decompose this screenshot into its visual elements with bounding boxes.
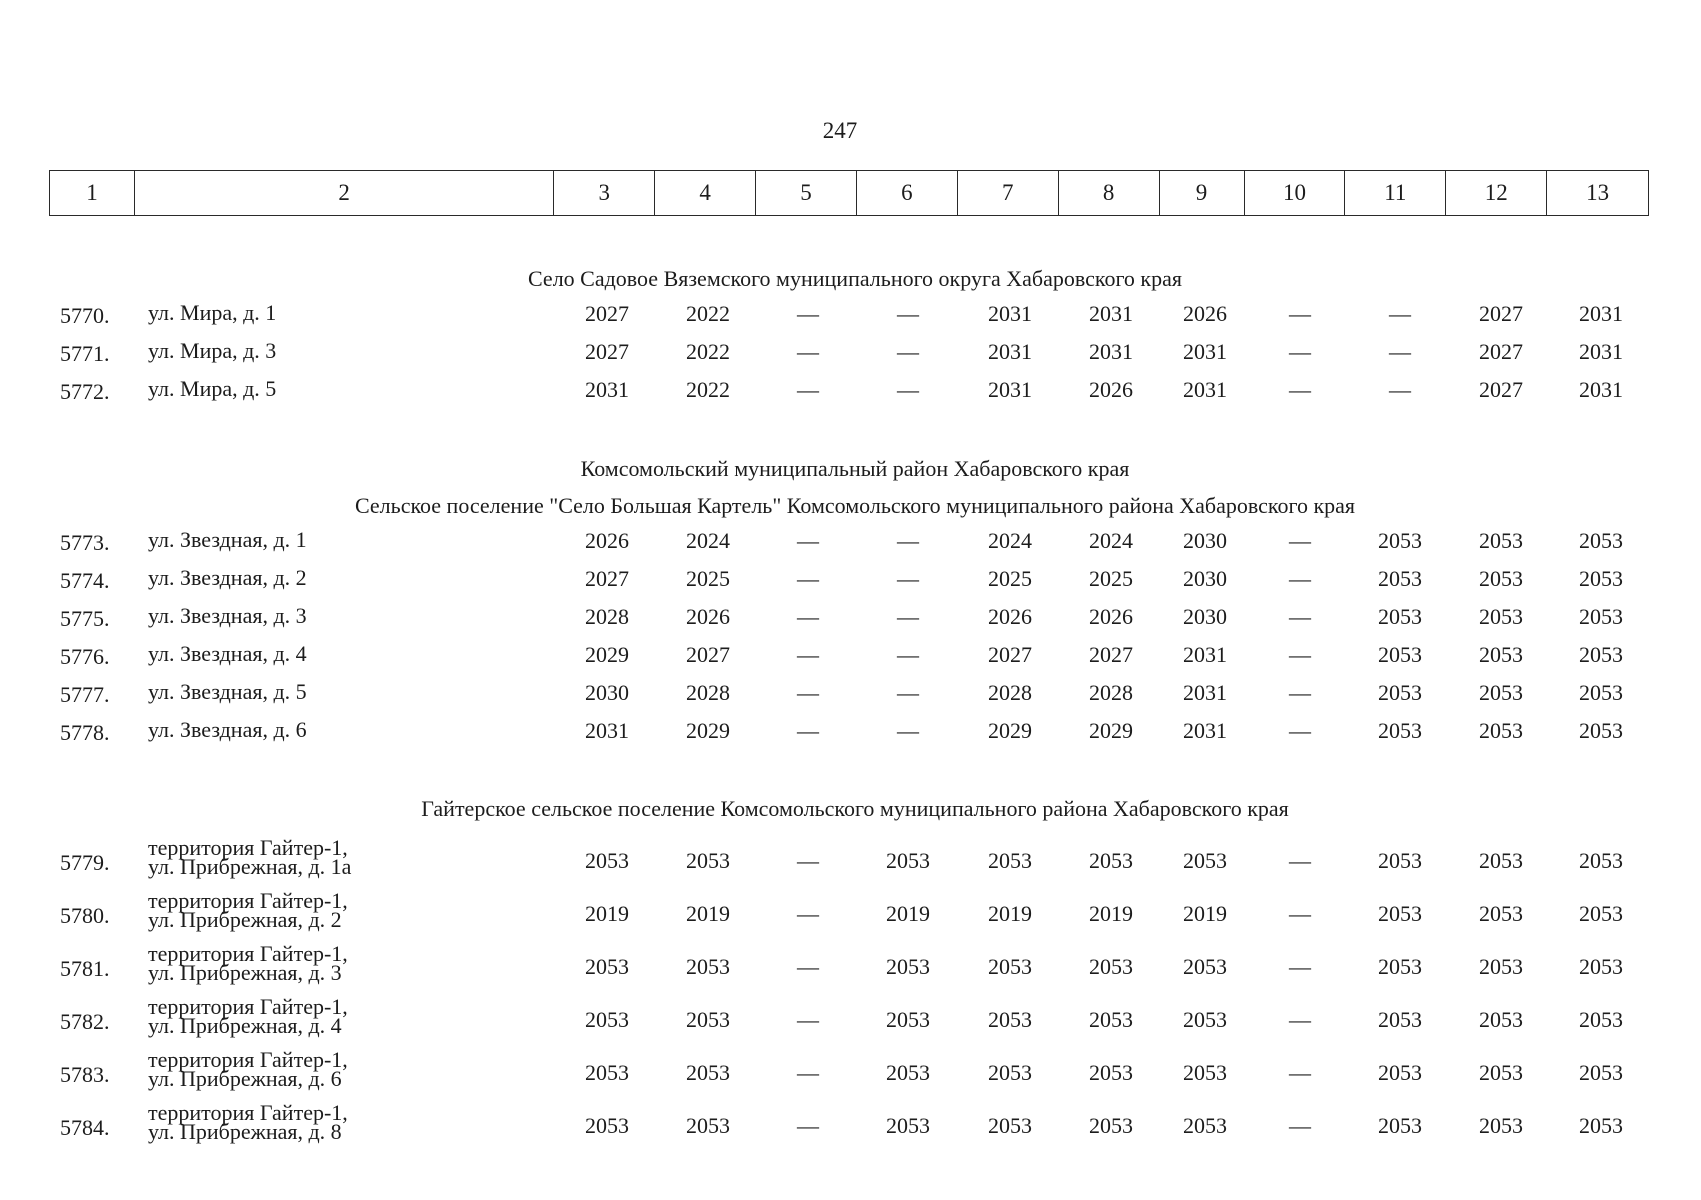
cell-col-6: — [897, 528, 919, 553]
cell-col-3: 2027 [585, 301, 629, 326]
cell-col-8: 2024 [1089, 528, 1133, 553]
cell-col-10: — [1289, 718, 1311, 743]
cell-col-5: — [797, 718, 819, 743]
cell-col-7: 2031 [988, 301, 1032, 326]
column-header-7: 7 [958, 171, 1059, 215]
cell-col-3: 2053 [585, 1113, 629, 1138]
cell-col-8: 2028 [1089, 680, 1133, 705]
cell-col-4: 2053 [686, 954, 730, 979]
cell-col-8: 2053 [1089, 1113, 1133, 1138]
table-row [0, 300, 1701, 343]
cell-col-6: — [897, 680, 919, 705]
cell-col-13: 2053 [1579, 528, 1623, 553]
cell-col-3: 2030 [585, 680, 629, 705]
address-line: ул. Звездная, д. 5 [148, 679, 307, 704]
cell-col-11: 2053 [1378, 528, 1422, 553]
cell-col-9: 2053 [1183, 954, 1227, 979]
cell-col-9: 2030 [1183, 528, 1227, 553]
cell-col-10: — [1289, 642, 1311, 667]
cell-col-10: — [1289, 1007, 1311, 1032]
cell-col-3: 2053 [585, 1007, 629, 1032]
row-address [148, 565, 307, 590]
cell-col-11: — [1389, 339, 1411, 364]
row-number: 5771. [60, 341, 110, 366]
row-address [148, 835, 352, 879]
cell-col-7: 2053 [988, 1007, 1032, 1032]
address-line: территория Гайтер-1, [148, 994, 348, 1019]
cell-col-6: 2053 [886, 1060, 930, 1085]
column-header-5: 5 [756, 171, 857, 215]
cell-col-12: 2053 [1479, 566, 1523, 591]
cell-col-5: — [797, 377, 819, 402]
row-number: 5775. [60, 606, 110, 631]
cell-col-12: 2053 [1479, 848, 1523, 873]
page-number: 247 [822, 118, 858, 143]
column-header-12: 12 [1446, 171, 1547, 215]
row-number: 5778. [60, 720, 110, 745]
row-address [148, 717, 307, 742]
cell-col-11: 2053 [1378, 901, 1422, 926]
cell-col-12: 2027 [1479, 301, 1523, 326]
cell-col-6: — [897, 301, 919, 326]
cell-col-12: 2027 [1479, 377, 1523, 402]
row-address [148, 941, 348, 985]
cell-col-5: — [797, 901, 819, 926]
row-address [148, 888, 348, 932]
cell-col-3: 2031 [585, 718, 629, 743]
table-row [0, 641, 1701, 684]
cell-col-7: 2029 [988, 718, 1032, 743]
row-address [148, 300, 277, 325]
address-line: ул. Звездная, д. 6 [148, 717, 307, 742]
row-number: 5781. [60, 956, 110, 981]
row-address [148, 338, 277, 363]
cell-col-3: 2053 [585, 954, 629, 979]
cell-col-6: 2053 [886, 1007, 930, 1032]
cell-col-8: 2031 [1089, 301, 1133, 326]
row-address [148, 679, 307, 704]
cell-col-12: 2053 [1479, 1007, 1523, 1032]
cell-col-10: — [1289, 848, 1311, 873]
address-line: территория Гайтер-1, [148, 1100, 348, 1125]
cell-col-8: 2031 [1089, 339, 1133, 364]
cell-col-8: 2019 [1089, 901, 1133, 926]
cell-col-5: — [797, 954, 819, 979]
cell-col-6: — [897, 718, 919, 743]
column-header-6: 6 [857, 171, 958, 215]
cell-col-4: 2053 [686, 1113, 730, 1138]
address-line: ул. Мира, д. 1 [148, 300, 277, 325]
cell-col-13: 2053 [1579, 642, 1623, 667]
cell-col-10: — [1289, 1113, 1311, 1138]
cell-col-13: 2053 [1579, 566, 1623, 591]
cell-col-11: 2053 [1378, 604, 1422, 629]
cell-col-6: 2053 [886, 954, 930, 979]
cell-col-11: 2053 [1378, 848, 1422, 873]
address-line: ул. Прибрежная, д. 4 [148, 1013, 342, 1038]
cell-col-5: — [797, 642, 819, 667]
column-header-10: 10 [1245, 171, 1346, 215]
cell-col-8: 2053 [1089, 848, 1133, 873]
cell-col-7: 2053 [988, 1113, 1032, 1138]
cell-col-12: 2053 [1479, 1113, 1523, 1138]
cell-col-8: 2025 [1089, 566, 1133, 591]
cell-col-3: 2031 [585, 377, 629, 402]
cell-col-10: — [1289, 680, 1311, 705]
column-header-1: 1 [50, 171, 135, 215]
cell-col-5: — [797, 1060, 819, 1085]
cell-col-10: — [1289, 377, 1311, 402]
cell-col-13: 2053 [1579, 718, 1623, 743]
cell-col-11: 2053 [1378, 1113, 1422, 1138]
cell-col-4: 2022 [686, 339, 730, 364]
cell-col-12: 2053 [1479, 901, 1523, 926]
cell-col-3: 2019 [585, 901, 629, 926]
cell-col-13: 2053 [1579, 1113, 1623, 1138]
cell-col-13: 2053 [1579, 1007, 1623, 1032]
cell-col-3: 2029 [585, 642, 629, 667]
cell-col-4: 2019 [686, 901, 730, 926]
cell-col-10: — [1289, 528, 1311, 553]
address-line: ул. Звездная, д. 4 [148, 641, 307, 666]
row-address [148, 603, 307, 628]
cell-col-13: 2053 [1579, 901, 1623, 926]
table-row [0, 941, 1701, 986]
cell-col-3: 2053 [585, 848, 629, 873]
row-address [148, 527, 307, 552]
cell-col-5: — [797, 301, 819, 326]
column-header-8: 8 [1059, 171, 1160, 215]
row-number: 5777. [60, 682, 110, 707]
address-line: ул. Прибрежная, д. 3 [148, 960, 342, 985]
cell-col-7: 2019 [988, 901, 1032, 926]
column-header-9: 9 [1160, 171, 1245, 215]
cell-col-6: 2019 [886, 901, 930, 926]
cell-col-10: — [1289, 954, 1311, 979]
cell-col-9: 2030 [1183, 566, 1227, 591]
address-line: территория Гайтер-1, [148, 941, 348, 966]
cell-col-9: 2031 [1183, 642, 1227, 667]
cell-col-4: 2022 [686, 301, 730, 326]
cell-col-4: 2053 [686, 1007, 730, 1032]
cell-col-11: 2053 [1378, 642, 1422, 667]
cell-col-13: 2031 [1579, 301, 1623, 326]
column-header-3: 3 [554, 171, 655, 215]
row-address [148, 641, 307, 666]
cell-col-9: 2026 [1183, 301, 1227, 326]
cell-col-3: 2027 [585, 339, 629, 364]
cell-col-7: 2053 [988, 848, 1032, 873]
cell-col-4: 2026 [686, 604, 730, 629]
table-row [0, 835, 1701, 880]
cell-col-9: 2053 [1183, 1007, 1227, 1032]
table-row [0, 376, 1701, 419]
cell-col-5: — [797, 680, 819, 705]
section-title: Сельское поселение "Село Большая Картель" Комсомольского муниципального района Хабаровского края [354, 493, 1356, 518]
address-line: ул. Прибрежная, д. 1а [148, 854, 352, 879]
row-number: 5770. [60, 303, 110, 328]
cell-col-9: 2030 [1183, 604, 1227, 629]
cell-col-4: 2022 [686, 377, 730, 402]
cell-col-9: 2053 [1183, 1113, 1227, 1138]
cell-col-10: — [1289, 301, 1311, 326]
address-line: ул. Звездная, д. 2 [148, 565, 307, 590]
cell-col-13: 2053 [1579, 680, 1623, 705]
cell-col-12: 2053 [1479, 528, 1523, 553]
cell-col-8: 2026 [1089, 604, 1133, 629]
address-line: ул. Мира, д. 5 [148, 376, 277, 401]
cell-col-13: 2053 [1579, 604, 1623, 629]
cell-col-8: 2029 [1089, 718, 1133, 743]
address-line: ул. Звездная, д. 3 [148, 603, 307, 628]
address-line: территория Гайтер-1, [148, 1047, 348, 1072]
cell-col-11: 2053 [1378, 566, 1422, 591]
cell-col-4: 2025 [686, 566, 730, 591]
row-address [148, 994, 348, 1038]
address-line: ул. Прибрежная, д. 8 [148, 1119, 342, 1144]
cell-col-10: — [1289, 566, 1311, 591]
cell-col-4: 2029 [686, 718, 730, 743]
column-header-row [49, 170, 1649, 216]
cell-col-8: 2026 [1089, 377, 1133, 402]
section-title: Село Садовое Вяземского муниципального округа Хабаровского края [527, 266, 1183, 291]
table-row [0, 1100, 1701, 1145]
cell-col-9: 2031 [1183, 680, 1227, 705]
cell-col-13: 2053 [1579, 1060, 1623, 1085]
cell-col-6: 2053 [886, 848, 930, 873]
table-row [0, 994, 1701, 1039]
cell-col-4: 2024 [686, 528, 730, 553]
cell-col-13: 2031 [1579, 377, 1623, 402]
cell-col-3: 2053 [585, 1060, 629, 1085]
cell-col-7: 2031 [988, 339, 1032, 364]
cell-col-7: 2027 [988, 642, 1032, 667]
column-header-13: 13 [1586, 180, 1610, 205]
cell-col-6: — [897, 604, 919, 629]
cell-col-8: 2053 [1089, 954, 1133, 979]
cell-col-7: 2053 [988, 1060, 1032, 1085]
cell-col-9: 2031 [1183, 377, 1227, 402]
cell-col-3: 2027 [585, 566, 629, 591]
cell-col-8: 2027 [1089, 642, 1133, 667]
table-row [0, 603, 1701, 646]
table-row [0, 527, 1701, 570]
cell-col-3: 2028 [585, 604, 629, 629]
cell-col-12: 2053 [1479, 718, 1523, 743]
table-row [0, 338, 1701, 381]
cell-col-11: 2053 [1378, 1060, 1422, 1085]
cell-col-12: 2027 [1479, 339, 1523, 364]
row-number: 5783. [60, 1062, 110, 1087]
cell-col-9: 2019 [1183, 901, 1227, 926]
table-row [0, 717, 1701, 760]
cell-col-4: 2053 [686, 1060, 730, 1085]
cell-col-5: — [797, 604, 819, 629]
cell-col-5: — [797, 848, 819, 873]
column-header-2: 2 [135, 171, 554, 215]
cell-col-12: 2053 [1479, 680, 1523, 705]
address-line: территория Гайтер-1, [148, 888, 348, 913]
column-header-11: 11 [1345, 171, 1446, 215]
cell-col-9: 2031 [1183, 339, 1227, 364]
table-row [0, 565, 1701, 608]
row-number: 5784. [60, 1115, 110, 1140]
cell-col-7: 2025 [988, 566, 1032, 591]
row-number: 5772. [60, 379, 110, 404]
cell-col-6: 2053 [886, 1113, 930, 1138]
cell-col-4: 2053 [686, 848, 730, 873]
cell-col-9: 2053 [1183, 1060, 1227, 1085]
cell-col-11: 2053 [1378, 1007, 1422, 1032]
row-address [148, 376, 277, 401]
cell-col-5: — [797, 566, 819, 591]
cell-col-11: — [1389, 377, 1411, 402]
cell-col-7: 2026 [988, 604, 1032, 629]
cell-col-5: — [797, 339, 819, 364]
cell-col-10: — [1289, 604, 1311, 629]
cell-col-11: 2053 [1378, 718, 1422, 743]
cell-col-7: 2031 [988, 377, 1032, 402]
section-title: Комсомольский муниципальный район Хабаровского края [580, 456, 1130, 481]
address-line: ул. Прибрежная, д. 6 [148, 1066, 342, 1091]
address-line: территория Гайтер-1, [148, 835, 348, 860]
cell-col-10: — [1289, 901, 1311, 926]
cell-col-10: — [1289, 1060, 1311, 1085]
cell-col-8: 2053 [1089, 1060, 1133, 1085]
cell-col-6: — [897, 377, 919, 402]
row-number: 5780. [60, 903, 110, 928]
cell-col-6: — [897, 642, 919, 667]
row-number: 5773. [60, 530, 110, 555]
row-number: 5779. [60, 850, 110, 875]
cell-col-9: 2031 [1183, 718, 1227, 743]
cell-col-4: 2027 [686, 642, 730, 667]
section-title: Гайтерское сельское поселение Комсомольского муниципального района Хабаровского края [421, 796, 1289, 821]
cell-col-9: 2053 [1183, 848, 1227, 873]
cell-col-5: — [797, 1007, 819, 1032]
cell-col-10: — [1289, 339, 1311, 364]
cell-col-13: 2053 [1579, 954, 1623, 979]
cell-col-4: 2028 [686, 680, 730, 705]
cell-col-11: 2053 [1378, 954, 1422, 979]
table-row [0, 679, 1701, 722]
row-address [148, 1100, 348, 1144]
column-header-4: 4 [655, 171, 756, 215]
cell-col-5: — [797, 528, 819, 553]
row-address [148, 1047, 348, 1091]
cell-col-7: 2024 [988, 528, 1032, 553]
cell-col-6: — [897, 566, 919, 591]
cell-col-8: 2053 [1089, 1007, 1133, 1032]
row-number: 5774. [60, 568, 110, 593]
address-line: ул. Звездная, д. 1 [148, 527, 307, 552]
cell-col-12: 2053 [1479, 642, 1523, 667]
row-number: 5776. [60, 644, 110, 669]
cell-col-7: 2028 [988, 680, 1032, 705]
cell-col-6: — [897, 339, 919, 364]
cell-col-3: 2026 [585, 528, 629, 553]
cell-col-12: 2053 [1479, 1060, 1523, 1085]
cell-col-5: — [797, 1113, 819, 1138]
cell-col-12: 2053 [1479, 954, 1523, 979]
cell-col-13: 2031 [1579, 339, 1623, 364]
cell-col-12: 2053 [1479, 604, 1523, 629]
address-line: ул. Мира, д. 3 [148, 338, 277, 363]
table-row [0, 888, 1701, 933]
cell-col-13: 2053 [1579, 848, 1623, 873]
cell-col-11: — [1389, 301, 1411, 326]
cell-col-7: 2053 [988, 954, 1032, 979]
row-number: 5782. [60, 1009, 110, 1034]
table-row [0, 1047, 1701, 1092]
address-line: ул. Прибрежная, д. 2 [148, 907, 342, 932]
cell-col-11: 2053 [1378, 680, 1422, 705]
